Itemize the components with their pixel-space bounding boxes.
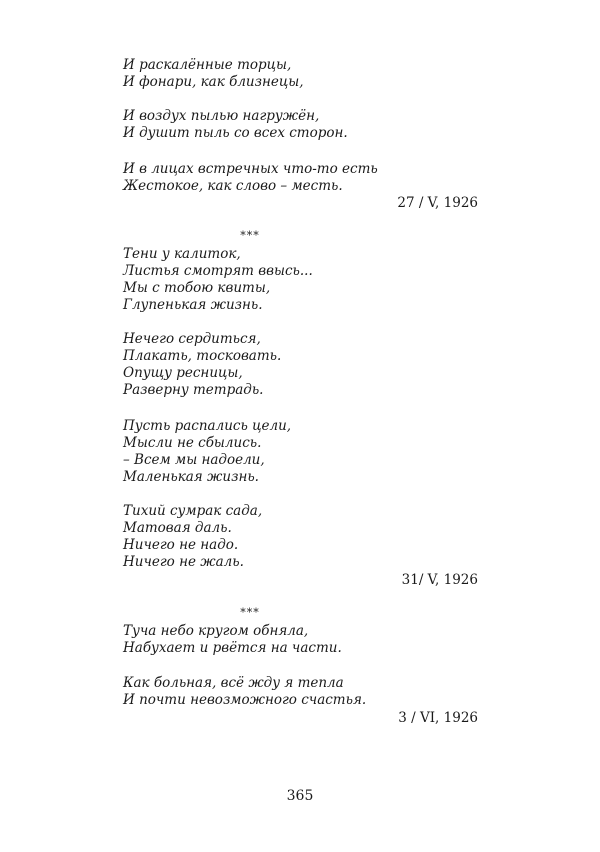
poem-separator: *** [240,606,260,619]
poem-line: И почти невозможного счастья. [123,692,367,708]
poem-line: Опущу ресницы, [123,365,243,381]
poem-line: Тихий сумрак сада, [123,503,263,519]
poem-line: Мысли не сбылись. [123,435,262,451]
poem-line: Туча небо кругом обняла, [123,623,309,639]
poem-line: Маленькая жизнь. [123,469,259,485]
poem-date: 3 / VI, 1926 [398,710,478,726]
poem-separator: *** [240,229,260,242]
poem-line: И воздух пылью нагружён, [123,108,320,124]
poem-line: Ничего не жаль. [123,554,244,570]
poem-line: Пусть распались цели, [123,418,292,434]
poem-line: Как больная, всё жду я тепла [123,675,344,691]
poem-line: И душит пыль со всех сторон. [123,125,348,141]
poem-line: Ничего не надо. [123,537,239,553]
poem-line: Листья смотрят ввысь... [123,263,313,279]
page-number: 365 [286,788,314,804]
poem-line: Плакать, тосковать. [123,348,282,364]
poem-line: Разверну тетрадь. [123,382,264,398]
poem-line: Жестокое, как слово – месть. [123,178,343,194]
poem-line: И в лицах встречных что-то есть [123,161,378,177]
poem-line: И раскалённые торцы, [123,57,292,73]
poem-line: Глупенькая жизнь. [123,297,263,313]
poem-line: Набухает и рвётся на части. [123,640,342,656]
poem-line: И фонари, как близнецы, [123,74,304,90]
poem-line: Мы с тобою квиты, [123,280,271,296]
poem-line: Нечего сердиться, [123,331,261,347]
poem-line: Матовая даль. [123,520,232,536]
poem-date: 31/ V, 1926 [401,572,478,588]
poem-line: – Всем мы надоели, [123,452,265,468]
poem-line: Тени у калиток, [123,246,241,262]
poem-date: 27 / V, 1926 [397,195,478,211]
